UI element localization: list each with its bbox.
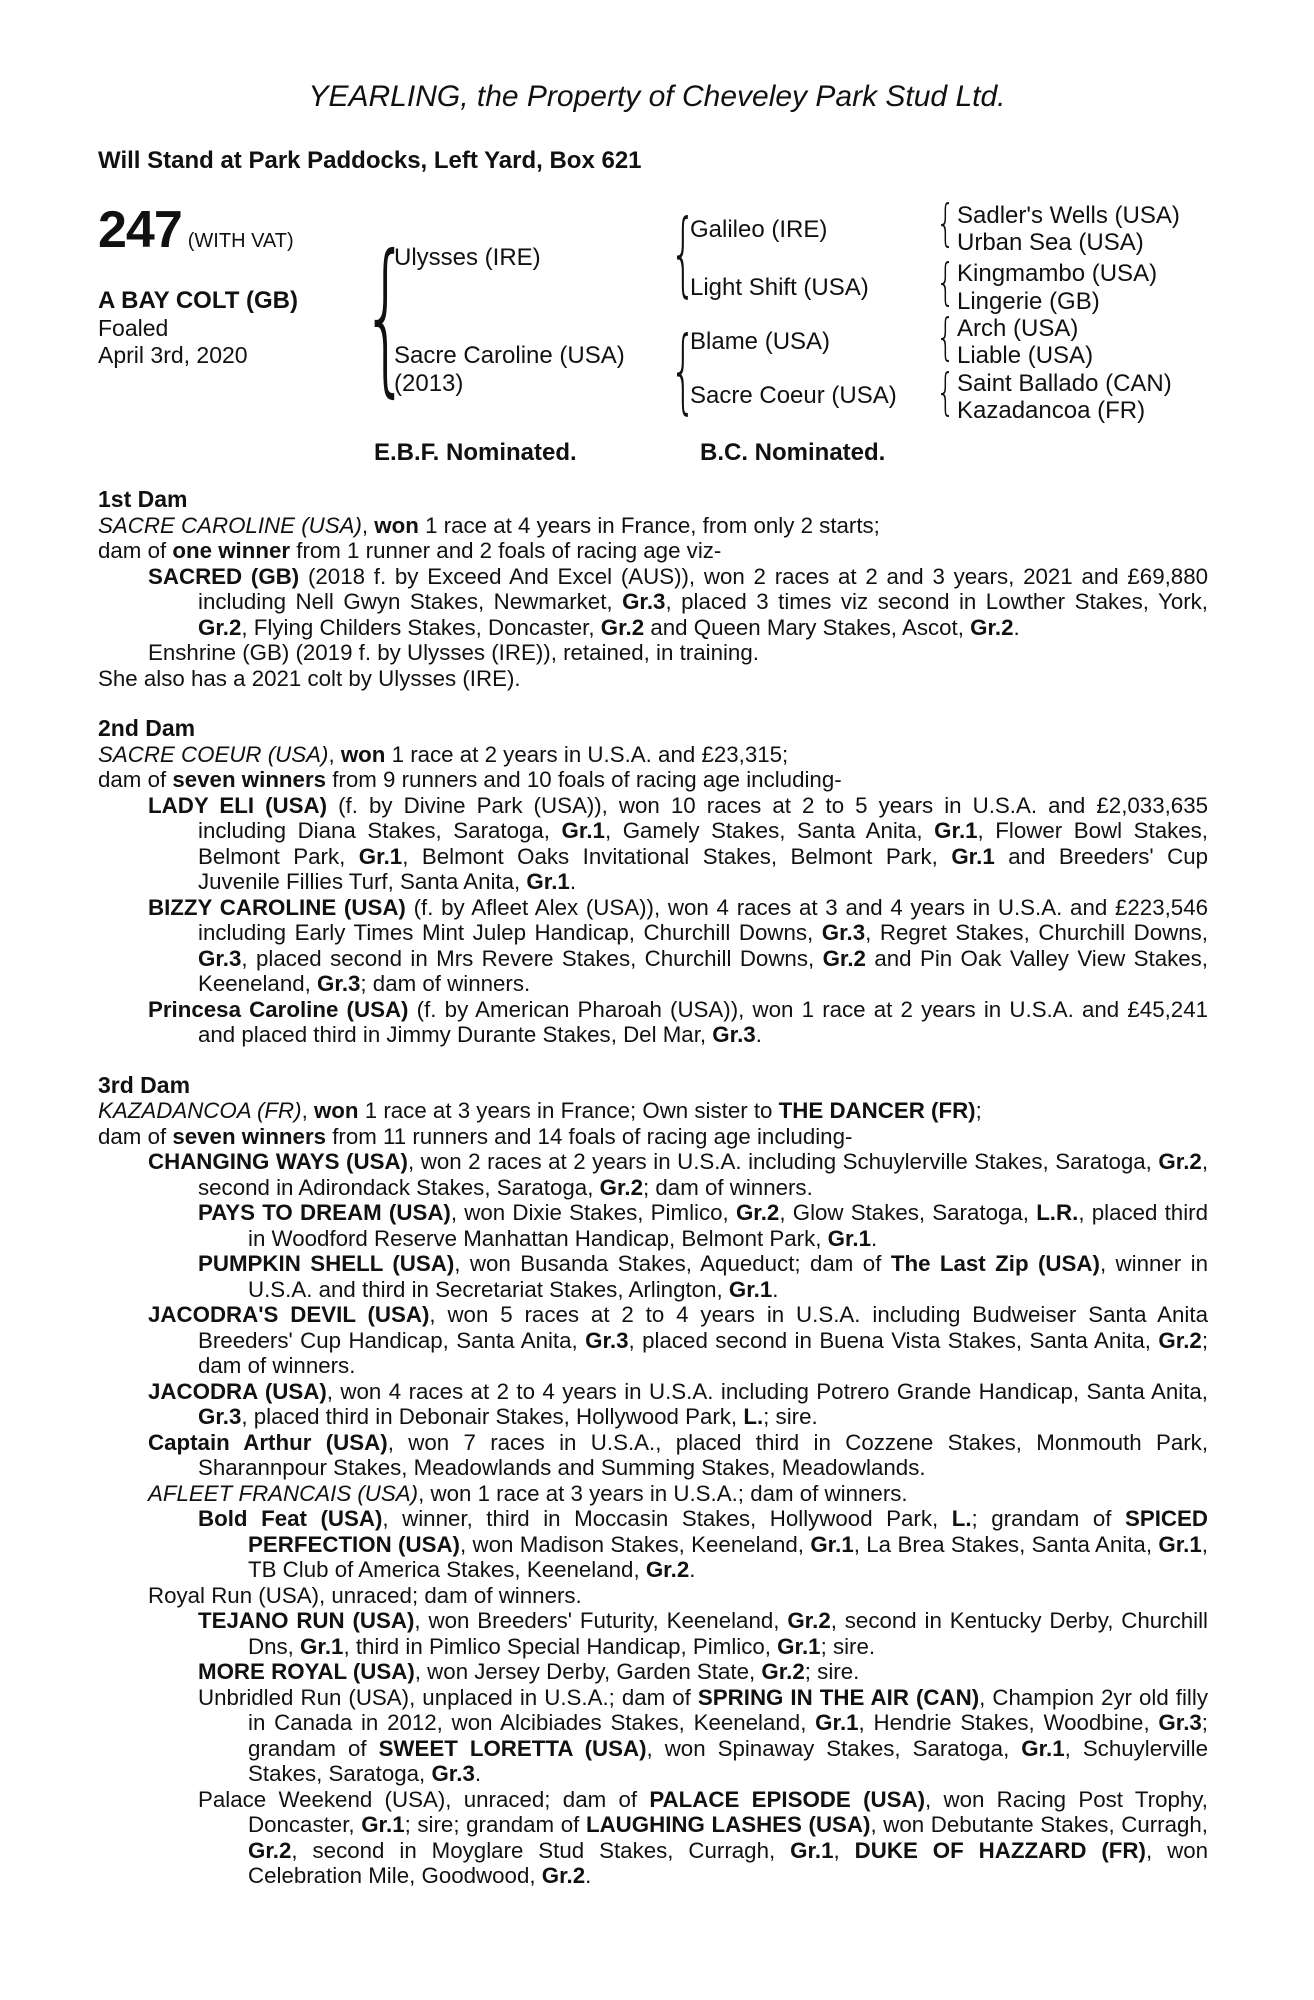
grade: Gr.1 — [1021, 1735, 1065, 1761]
won-label: won — [340, 741, 386, 767]
horse-name: JACODRA (USA) — [148, 1378, 327, 1404]
text: dam of — [98, 538, 173, 563]
text: 1 race at 4 years in France, from only 2 starts; — [418, 512, 880, 538]
horse-name: The Last Zip (USA) — [890, 1251, 1100, 1276]
produce-entry: BIZZY CAROLINE (USA) (f. by Afleet Alex (USA)), won 4 races at 3 and 4 years in U.S.A. and £223,546 including Early Times Mint Julep Handicap, Churchill Downs, Gr.3, Regret Stakes, Churchill Downs, Gr.3, placed second in Mrs Revere Stakes, Churchill Downs, Gr.2 and Pin Oak Valley View Stakes, Keeneland, Gr.3; dam of winners. — [148, 894, 1209, 996]
ped-dds: Saint Ballado (CAN) — [957, 370, 1172, 397]
dam-name: KAZADANCOA (FR) — [98, 1098, 302, 1123]
text: from 1 runner and 2 foals of racing age viz- — [290, 538, 722, 563]
produce-note: She also has a 2021 colt by Ulysses (IRE). — [98, 665, 521, 691]
gg-brace-1: { — [936, 194, 956, 252]
gg-brace-4: { — [936, 363, 956, 421]
horse-name: SPICED PERFECTION (USA) — [248, 1506, 1208, 1557]
grade: Gr.2 — [735, 1200, 780, 1225]
horse-name: PAYS TO DREAM (USA) — [198, 1200, 451, 1225]
grade: Gr.3 — [317, 971, 361, 996]
grade: L. — [743, 1404, 764, 1429]
ped-dss: Arch (USA) — [957, 315, 1079, 342]
produce-entry: JACODRA'S DEVIL (USA), won 5 races at 2 to 4 years in U.S.A. including Budweiser Santa Anita Breeders' Cup Handicap, Santa Anita, Gr.3, placed second in Buena Vista Stakes, Santa Anita, Gr.2; dam of winners. — [148, 1302, 1209, 1378]
ped-dam-sire: Blame (USA) — [690, 328, 831, 355]
produce-entry: TEJANO RUN (USA), won Breeders' Futurity, Keeneland, Gr.2, second in Kentucky Derby, Churchill Dns, Gr.1, third in Pimlico Special Handicap, Pimlico, Gr.1; sire. — [198, 1608, 1208, 1659]
produce-entry: Unbridled Run (USA), unplaced in U.S.A.; dam of SPRING IN THE AIR (CAN), Champion 2yr old filly in Canada in 2012, won Alcibiades Stakes, Keeneland, Gr.1, Hendrie Stakes, Woodbine, Gr.3; grandam of SWEET LORETTA (USA), won Spinaway Stakes, Saratoga, Gr.1, Schuylerville Stakes, Saratoga, Gr.3. — [198, 1684, 1208, 1786]
third-dam-heading: 3rd Dam — [98, 1071, 191, 1098]
ped-sds: Kingmambo (USA) — [957, 260, 1158, 287]
grade: Gr.2 — [198, 614, 242, 640]
horse-name: Captain Arthur (USA) — [148, 1429, 388, 1455]
grade: L. — [951, 1506, 972, 1531]
produce-entry: PAYS TO DREAM (USA), won Dixie Stakes, Pimlico, Gr.2, Glow Stakes, Saratoga, L.R., placed third in Woodford Reserve Manhattan Handicap, Belmont Park, Gr.1. — [198, 1200, 1208, 1251]
grade: Gr.3 — [821, 920, 866, 945]
lot-vat: (WITH VAT) — [187, 230, 294, 252]
horse-name: PUMPKIN SHELL (USA) — [198, 1251, 455, 1276]
produce-entry: Enshrine (GB) (2019 f. by Ulysses (IRE)), retained, in training. — [148, 640, 759, 665]
produce-entry: Royal Run (USA), unraced; dam of winners. — [148, 1582, 582, 1608]
horse-name: Bold Feat (USA) — [198, 1506, 383, 1531]
horse-name: BIZZY CAROLINE (USA) — [148, 894, 406, 920]
won-label: won — [374, 512, 419, 538]
grade: Gr.1 — [300, 1633, 344, 1659]
ped-dam: Sacre Caroline (USA) — [394, 342, 625, 369]
ped-sire-dam: Light Shift (USA) — [690, 274, 869, 301]
winners-count: one winner — [172, 538, 291, 563]
horse-name: LAUGHING LASHES (USA) — [585, 1812, 871, 1837]
ped-sire-sire: Galileo (IRE) — [690, 216, 828, 243]
third-dam-line: KAZADANCOA (FR), won 1 race at 3 years in France; Own sister to THE DANCER (FR); — [98, 1098, 982, 1123]
grade: Gr.1 — [526, 869, 570, 894]
grade: Gr.2 — [600, 614, 645, 640]
second-dam-line: SACRE COEUR (USA), won 1 race at 2 years in U.S.A. and £23,315; — [98, 741, 789, 767]
produce-entry: PUMPKIN SHELL (USA), won Busanda Stakes, Aqueduct; dam of The Last Zip (USA), winner in U.S.A. and third in Secretariat Stakes, Arlington, Gr.1. — [198, 1251, 1209, 1302]
produce-entry: CHANGING WAYS (USA), won 2 races at 2 years in U.S.A. including Schuylerville Stakes, Saratoga, Gr.2, second in Adirondack Stakes, Saratoga, Gr.2; dam of winners. — [148, 1149, 1209, 1200]
lot-block — [98, 200, 294, 260]
ped-ssd: Urban Sea (USA) — [957, 229, 1144, 256]
grade: Gr.2 — [1158, 1149, 1202, 1174]
grade: Gr.2 — [970, 614, 1014, 640]
produce-entry: Princesa Caroline (USA) (f. by American Pharoah (USA)), won 1 race at 2 years in U.S.A. and £45,241 and placed third in Jimmy Durante Stakes, Del Mar, Gr.3. — [148, 996, 1208, 1047]
grade: Gr.3 — [1158, 1710, 1202, 1735]
produce-entry: AFLEET FRANCAIS (USA), won 1 race at 3 years in U.S.A.; dam of winners. — [148, 1480, 908, 1506]
horse-name: SACRED (GB) — [148, 563, 300, 589]
grade: Gr.1 — [728, 1276, 773, 1302]
page-title: YEARLING, the Property of Cheveley Park Stud Ltd. — [308, 80, 1006, 113]
horse-name: TEJANO RUN (USA) — [198, 1608, 415, 1633]
gg-brace-3: { — [936, 308, 956, 366]
grade: Gr.1 — [934, 818, 978, 843]
grade: Gr.2 — [645, 1557, 690, 1582]
catalogue-body — [98, 487, 1208, 1889]
grade: Gr.1 — [777, 1633, 821, 1659]
grade: Gr.3 — [712, 1022, 756, 1047]
sire-dam-brace: { — [362, 220, 410, 413]
third-dam-produce-line: dam of seven winners from 11 runners and 14 foals of racing age including- — [98, 1123, 853, 1149]
dam-name: SACRE COEUR (USA) — [98, 741, 329, 767]
first-dam-heading: 1st Dam — [98, 486, 188, 512]
horse-name: PALACE EPISODE (USA) — [649, 1786, 925, 1812]
horse-name: MORE ROYAL (USA) — [198, 1659, 415, 1684]
grade: Gr.2 — [822, 945, 866, 971]
grade: Gr.2 — [761, 1659, 805, 1684]
grade: Gr.2 — [248, 1837, 292, 1863]
produce-entry: Bold Feat (USA), winner, third in Moccasin Stakes, Hollywood Park, L.; grandam of SPICED PERFECTION (USA), won Madison Stakes, Keeneland, Gr.1, La Brea Stakes, Santa Anita, Gr.1, TB Club of America Stakes, Keeneland, Gr.2. — [198, 1506, 1208, 1582]
grade: Gr.2 — [541, 1863, 586, 1888]
ped-dsd: Liable (USA) — [957, 342, 1094, 369]
grade: Gr.1 — [951, 843, 995, 869]
produce-entry: Captain Arthur (USA), won 7 races in U.S.A., placed third in Cozzene Stakes, Monmouth Park, Sharannpour Stakes, Meadowlands and Summing Stakes, Meadowlands. — [148, 1429, 1209, 1480]
second-dam-produce-line: dam of seven winners from 9 runners and 10 foals of racing age including- — [98, 767, 842, 792]
dam-name: SACRE CAROLINE (USA) — [98, 512, 362, 538]
bc-nominated: B.C. Nominated. — [700, 439, 886, 466]
grade: Gr.3 — [431, 1761, 475, 1786]
horse-name: LADY ELI (USA) — [148, 792, 328, 818]
grade: Gr.3 — [585, 1327, 629, 1353]
foaled-info — [98, 315, 248, 369]
produce-entry: JACODRA (USA), won 4 races at 2 to 4 years in U.S.A. including Potrero Grande Handicap, Santa Anita, Gr.3, placed third in Debonair Stakes, Hollywood Park, L.; sire. — [148, 1378, 1208, 1429]
dam-brace: { — [670, 317, 697, 424]
grade: Gr.1 — [810, 1531, 854, 1557]
won-label: won — [313, 1098, 359, 1123]
produce-entry: Palace Weekend (USA), unraced; dam of PALACE EPISODE (USA), won Racing Post Trophy, Doncaster, Gr.1; sire; grandam of LAUGHING LASHES (USA), won Debutante Stakes, Curragh, Gr.2, second in Moyglare Stud Stakes, Curragh, Gr.1, DUKE OF HAZZARD (FR), won Celebration Mile, Goodwood, Gr.2. — [198, 1786, 1208, 1888]
ped-dam-year: (2013) — [394, 370, 464, 397]
produce-entry: SACRED (GB) (2018 f. by Exceed And Excel (AUS)), won 2 races at 2 and 3 years, 2021 and £69,880 including Nell Gwyn Stakes, Newmarket, Gr.3, placed 3 times viz second in Lowther Stakes, York, Gr.2, Flying Childers Stakes, Doncaster, Gr.2 and Queen Mary Stakes, Ascot, Gr.2. — [148, 563, 1208, 640]
horse-name: DUKE OF HAZZARD (FR) — [854, 1837, 1146, 1863]
horse-name: A BAY COLT (GB) — [98, 287, 299, 314]
grade: L.R. — [1036, 1200, 1079, 1225]
foaled-label: Foaled — [98, 315, 169, 341]
ebf-nominated: E.B.F. Nominated. — [374, 439, 577, 466]
horse-name: THE DANCER (FR) — [778, 1098, 976, 1123]
grade: Gr.2 — [1158, 1327, 1202, 1353]
horse-name: AFLEET FRANCAIS (USA) — [148, 1480, 419, 1506]
horse-name: SPRING IN THE AIR (CAN) — [697, 1684, 980, 1710]
winners-count: seven winners — [172, 1123, 327, 1149]
sire-brace: { — [670, 200, 697, 307]
winners-count: seven winners — [172, 767, 327, 792]
horse-name: Princesa Caroline (USA) — [148, 996, 409, 1022]
grade: Gr.3 — [622, 589, 666, 614]
foaled-date: April 3rd, 2020 — [98, 342, 248, 368]
produce-entry: MORE ROYAL (USA), won Jersey Derby, Garden State, Gr.2; sire. — [198, 1659, 860, 1684]
grade: Gr.2 — [787, 1608, 831, 1633]
first-dam-line: SACRE CAROLINE (USA), won 1 race at 4 years in France, from only 2 starts; — [98, 512, 880, 538]
horse-name: SWEET LORETTA (USA) — [378, 1735, 647, 1761]
grade: Gr.1 — [561, 818, 605, 843]
stand-location: Will Stand at Park Paddocks, Left Yard, Box 621 — [98, 147, 642, 174]
horse-name: JACODRA'S DEVIL (USA) — [148, 1302, 430, 1327]
ped-sdd: Lingerie (GB) — [957, 288, 1100, 315]
produce-entry: LADY ELI (USA) (f. by Divine Park (USA)), won 10 races at 2 to 5 years in U.S.A. and £2,033,635 including Diana Stakes, Saratoga, Gr.1, Gamely Stakes, Santa Anita, Gr.1, Flower Bowl Stakes, Belmont Park, Gr.1, Belmont Oaks Invitational Stakes, Belmont Park, Gr.1 and Breeders' Cup Juvenile Fillies Turf, Santa Anita, Gr.1. — [148, 792, 1208, 894]
grade: Gr.1 — [815, 1710, 859, 1735]
horse-name: CHANGING WAYS (USA) — [148, 1149, 408, 1174]
grade: Gr.1 — [1158, 1531, 1202, 1557]
ped-dam-dam: Sacre Coeur (USA) — [690, 382, 897, 409]
lot-number: 247 — [98, 201, 182, 259]
second-dam-heading: 2nd Dam — [98, 715, 196, 741]
grade: Gr.3 — [198, 945, 242, 971]
ped-sire: Ulysses (IRE) — [394, 244, 541, 271]
first-dam-produce-line — [98, 538, 1208, 564]
grade: Gr.1 — [361, 1812, 405, 1837]
ped-sss: Sadler's Wells (USA) — [957, 202, 1180, 229]
grade: Gr.3 — [198, 1404, 242, 1429]
grade: Gr.2 — [599, 1174, 643, 1200]
ped-ddd: Kazadancoa (FR) — [957, 397, 1146, 424]
grade: Gr.1 — [790, 1837, 834, 1863]
grade: Gr.1 — [358, 843, 403, 869]
gg-brace-2: { — [936, 253, 956, 311]
grade: Gr.1 — [827, 1225, 872, 1251]
